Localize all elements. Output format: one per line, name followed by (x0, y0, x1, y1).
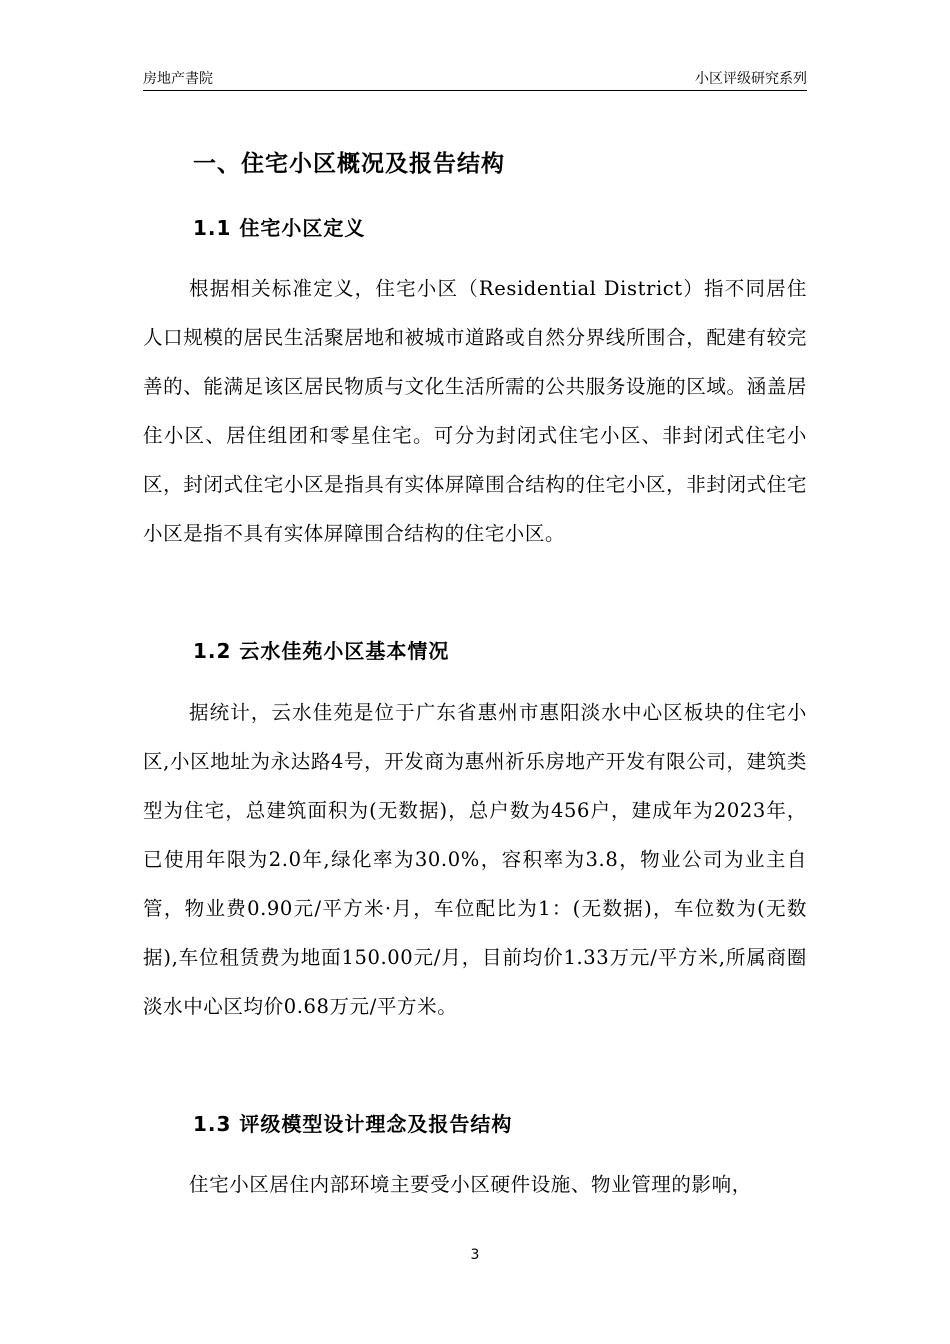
subsection-heading-1-1: 1.1 住宅小区定义 (193, 216, 366, 240)
header-publisher: 房地产書院 (143, 71, 213, 87)
subsection-heading-1-3: 1.3 评级模型设计理念及报告结构 (193, 1112, 513, 1136)
page-number: 3 (470, 1247, 480, 1263)
subsection-heading-1-2: 1.2 云水佳苑小区基本情况 (193, 639, 450, 663)
page-header (143, 66, 807, 91)
paragraph-basic-info: 据统计，云水佳苑是位于广东省惠州市惠阳淡水中心区板块的住宅小区,小区地址为永达路4号，开发商为惠州祈乐房地产开发有限公司，建筑类型为住宅，总建筑面积为(无数据)，总户数为456户，建成年为2023年，已使用年限为2.0年,绿化率为30.0%，容积率为3.8，物业公司为业主自管，物业费0.90元/平方米·月，车位配比为1：(无数据)，车位数为(无数据),车位租赁费为地面150.00元/月，目前均价1.33万元/平方米,所属商圈淡水中心区均价0.68万元/平方米。 (143, 701, 807, 1018)
paragraph-definition: 根据相关标准定义，住宅小区（Residential District）指不同居住人口规模的居民生活聚居地和被城市道路或自然分界线所围合，配建有较完善的、能满足该区居民物质与文化生活所需的公共服务设施的区域。涵盖居住小区、居住组团和零星住宅。可分为封闭式住宅小区、非封闭式住宅小区，封闭式住宅小区是指具有实体屏障围合结构的住宅小区，非封闭式住宅小区是指不具有实体屏障围合结构的住宅小区。 (143, 277, 807, 545)
header-series: 小区评级研究系列 (695, 71, 807, 87)
paragraph-model-design: 住宅小区居住内部环境主要受小区硬件设施、物业管理的影响， (189, 1173, 752, 1196)
section-title: 一、住宅小区概况及报告结构 (193, 151, 505, 177)
